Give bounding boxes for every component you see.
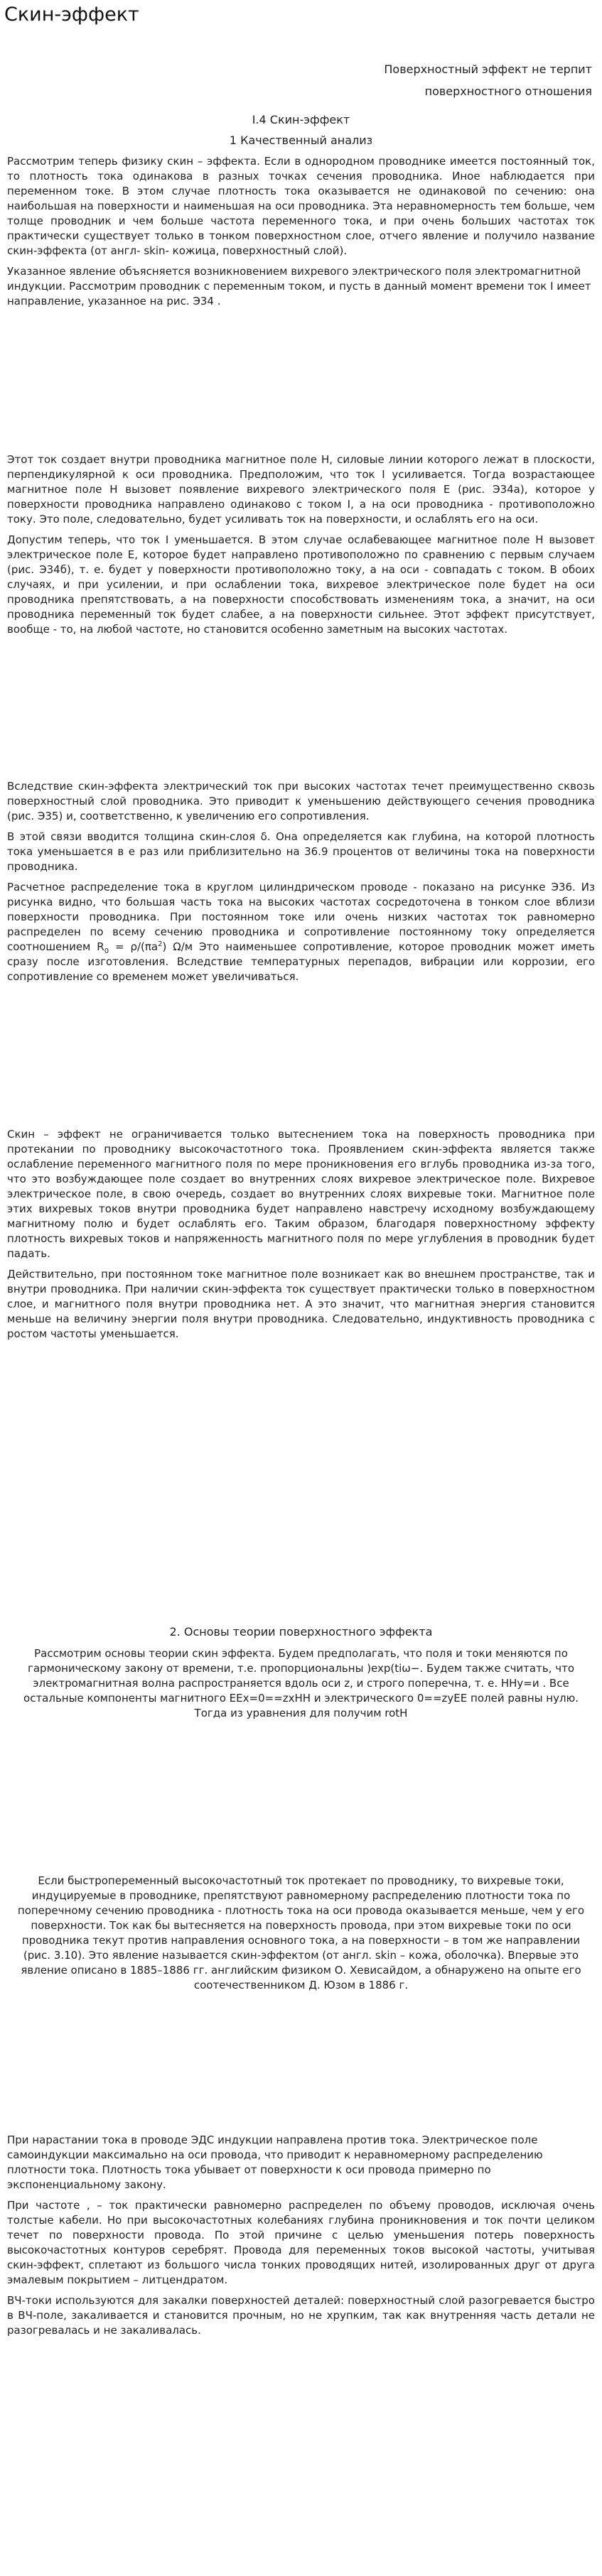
section-1-body (7, 154, 595, 315)
paragraph: Допустим теперь, что ток I уменьшается. В этом случае ослабевающее магнитное поле Н вызовет электрическое поле Е, которое будет направлено противоположно по сравнению с первым случаем (рис. Э34б), т. е. будет у поверхности противоположно току, а на оси - совпадать с током. В обоих случаях, и при усилении, и при ослаблении тока, вихревое электрическое поле будет на оси проводника препятствовать, а на поверхности способствовать изменениям тока, а значит, на оси проводника переменный ток будет слабее, а на поверхности сильнее. Этот эффект присутствует, вообще - то, на любой частоте, но становится особенно заметным на высоких частотах. (7, 533, 595, 636)
section-1-body-part-4 (7, 1127, 595, 1347)
paragraph: Рассмотрим основы теории скин эффекта. Будем предполагать, что поля и токи меняются по гармоническому закону от времени, т.е. пропорциональны )exp(tiω−. Будем также считать, что электромагнитная волна распространяется вдоль оси z, и строго поперечна, т. е. HHy=и . Все остальные компоненты магнитного ЕЕх=0==zxНН и электрического 0==zyЕЕ полей равны нулю. Тогда из уравнения для получим rotН (23, 1647, 579, 1719)
paragraph: Рассмотрим теперь физику скин – эффекта. Если в однородном проводнике имеется постоянный ток, то плотность тока одинакова в разных точках сечения проводника. Иное наблюдается при переменном токе. В этом случае плотность тока оказывается не одинаковой по сечению: она наибольшая на поверхности и наименьшая на оси проводника. Эта неравномерность тем больше, чем толще проводник и чем больше частота переменного тока, и при очень больших частотах ток практически существует только в тонком поверхностном слое, отчего явление и получило название скин-эффекта (от англ- skin- кожица, поверхностный слой). (7, 155, 595, 257)
section-2-skin-description (7, 1874, 595, 1999)
paragraph: Этот ток создает внутри проводника магнитное поле Н, силовые линии которого лежат в плоскости, перпендикулярной к оси проводника. Предположим, что ток I усиливается. Тогда возрастающее магнитное поле Н вызовет появление вихревого электрического поля Е (рис. Э34а), которое у поверхности проводника направлено одинаково с током I, а на оси проводника - противоположно току. Это поле, следовательно, будет усиливать ток на поверхности, и ослаблять его на оси. (7, 453, 595, 526)
paragraph: Если быстропеременный высокочастотный ток протекает по проводнику, то вихревые токи, индуцируемые в проводнике, препятствуют равномерному распределению плотности тока по поперечному сечению проводника - плотность тока на оси провода оказывается меньше, чем у его поверхности. Ток как бы вытесняется на поверхность провода, при этом вихревые токи по оси проводника текут против направления основного тока, а на поверхности – в том же направлении (рис. 3.10). Это явление называется скин-эффектом (от англ. skin – кожа, оболочка). Впервые это явление описано в 1885–1886 гг. английским физиком О. Хевисайдом, а обнаружено на опыте его соотечественником Д. Юзом в 1886 г. (17, 1874, 585, 1991)
section-1-body-part-3 (7, 779, 595, 990)
paragraph: В этой связи вводится толщина скин-слоя δ. Она определяется как глубина, на которой плотность тока уменьшается в е раз или приблизительно на 36.9 процентов от величины тока на поверхности проводника. (7, 830, 595, 873)
paragraph: При частоте , – ток практически равномерно распределен по объему проводов, исключая очень толстые кабели. Но при высокочастотных колебаниях глубина проникновения и ток почти целиком течет по поверхности провода. По этой причине с целью уменьшения потерь поверхность высокочастотных контуров серебрят. Провода для переменных токов высокой частоты, учитывая скин-эффект, сплетают из большого числа тонких проводящих нитей, изолированных друг от друга эмалевым покрытием – литцендратом. (7, 2199, 595, 2286)
paragraph: Действительно, при постоянном токе магнитное поле возникает как во внешнем пространстве, так и внутри проводника. При наличии скин-эффекта ток существует практически только в поверхностном слое, и магнитного поля внутри проводника нет. А это значит, что магнитная энергия становится меньше на величину энергии поля внутри проводника. Следовательно, индуктивность проводника с ростом частоты уменьшается. (7, 1268, 595, 1340)
paragraph-with-formula: Расчетное распределение тока в круглом цилиндрическом проводе - показано на рисунке Э36. Из рисунка видно, что большая часть тока на высоких частотах сосредоточена в тонком слое вблизи поверхности проводника. При постоянном токе или очень низких частотах ток равномерно распределен по всему сечению проводника и сопротивление постоянному току определяется соотношением $R_0 = \rho/(\pi a^2)$ Ω/м Это наименьшее сопротивление, которое проводник может иметь сразу после изготовления. Вследствие температурных перепадов, вибрации или коррозии, его сопротивление со временем может увеличиваться. (7, 881, 595, 983)
epigraph-line-1: Поверхностный эффект не терпит (384, 63, 592, 76)
section-1-body-continued (7, 452, 595, 643)
section-2-intro (7, 1646, 595, 1727)
section-heading-theory: 2. Основы теории поверхностного эффекта (169, 1625, 433, 1638)
epigraph (384, 58, 592, 102)
subheading-qualitative-analysis: 1 Качественный анализ (229, 134, 373, 147)
paragraph: При нарастании тока в проводе ЭДС индукции направлена против тока. Электрическое поле самоиндукции максимально на оси провода, что приводит к неравномерному распределению плотности тока. Плотность тока убывает от поверхности к оси провода примерно по экспоненциальному закону. (7, 2134, 543, 2191)
paragraph: Указанное явление объясняется возникновением вихревого электрического поля электромагнитной индукции. Рассмотрим проводник с переменным током, и пусть в данный момент времени ток I имеет направление, указанное на рис. Э34 . (7, 265, 591, 308)
paragraph: ВЧ-токи используются для закалки поверхностей деталей: поверхностный слой разогревается быстро в ВЧ-поле, закаливается и становится прочным, но не хрупким, так как внутренняя часть детали не разогревалась и не закаливалась. (7, 2294, 595, 2337)
paragraph: Скин – эффект не ограничивается только вытеснением тока на поверхность проводника при протекании по проводнику высокочастотного тока. Проявлением скин-эффекта является также ослабление переменного магнитного поля по мере проникновения его вглубь проводника из-за того, что это возбуждающее поле создает во внутренних слоях вихревое электрическое поле. Вихревое электрическое поле, в свою очередь, создает во внутренних слоях вихревые токи. Магнитное поле этих вихревых токов внутри проводника будет направлено навстречу исходному возбуждающему магнитному полю и будет ослаблять его. Таким образом, благодаря поверхностному эффекту плотность вихревых токов и напряженность магнитного поля по мере углубления в проводник будет падать. (7, 1128, 595, 1260)
page-title: Скин-эффект (4, 4, 139, 26)
paragraph: Вследствие скин-эффекта электрический ток при высоких частотах течет преимущественно сквозь поверхностный слой проводника. Это приводит к уменьшению действующего сечения проводника (рис. Э35) и, соответственно, к увеличению его сопротивления. (7, 780, 595, 822)
section-heading-skin-effect: I.4 Скин-эффект (252, 113, 350, 126)
section-2-body (7, 2133, 595, 2344)
epigraph-line-2: поверхностного отношения (424, 85, 592, 98)
